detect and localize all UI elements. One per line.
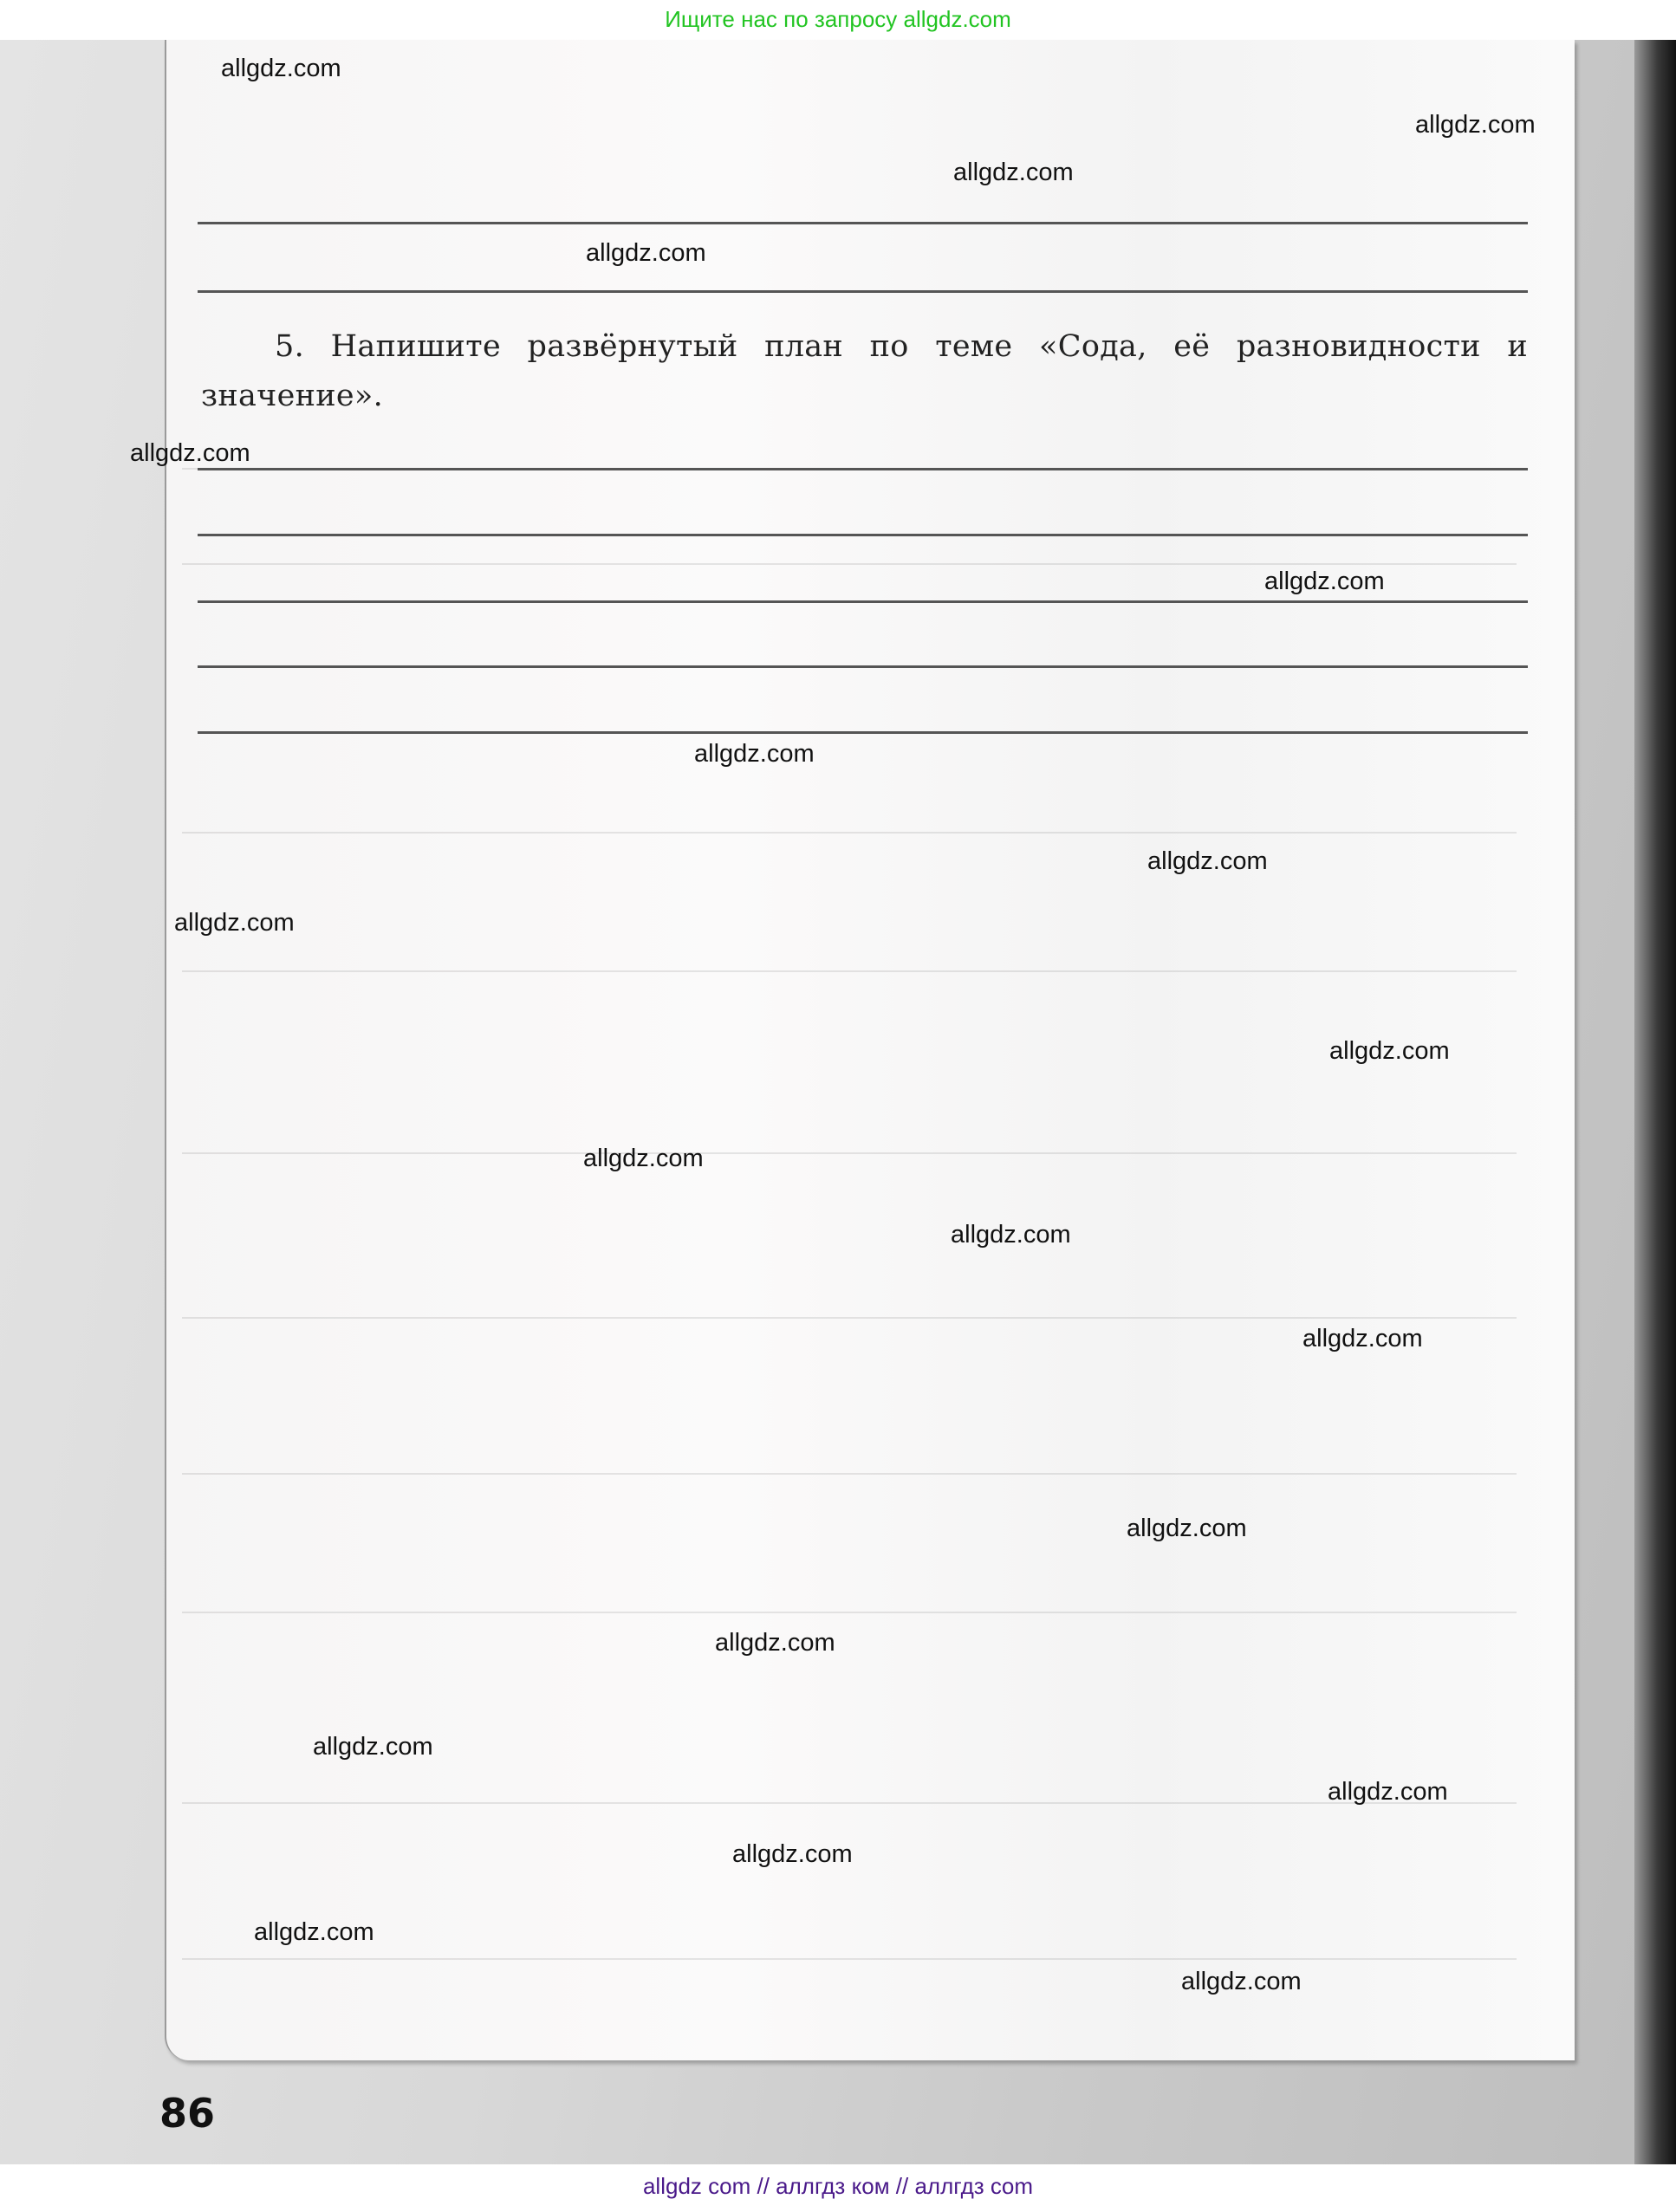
- bleed-through: [182, 1802, 1517, 1804]
- bottom-banner[interactable]: allgdz com // аллгдз ком // аллгдз com: [0, 2164, 1676, 2212]
- watermark: allgdz.com: [951, 1221, 1071, 1249]
- watermark: allgdz.com: [583, 1145, 704, 1172]
- watermark: allgdz.com: [694, 740, 815, 768]
- watermark: allgdz.com: [130, 439, 250, 467]
- watermark: allgdz.com: [1329, 1037, 1450, 1065]
- watermark: allgdz.com: [1147, 847, 1268, 875]
- watermark: allgdz.com: [313, 1733, 433, 1761]
- book-spine: [1634, 40, 1676, 2164]
- watermark: allgdz.com: [586, 239, 706, 267]
- watermark: allgdz.com: [1127, 1515, 1247, 1542]
- watermark: allgdz.com: [1328, 1778, 1448, 1806]
- watermark: allgdz.com: [715, 1629, 835, 1657]
- answer-line: [198, 290, 1528, 293]
- bleed-through: [182, 970, 1517, 972]
- bleed-through: [182, 1612, 1517, 1613]
- bleed-through: [182, 1152, 1517, 1154]
- answer-line[interactable]: [198, 665, 1528, 668]
- answer-line[interactable]: [198, 534, 1528, 536]
- watermark: allgdz.com: [732, 1840, 853, 1868]
- page-number: 86: [159, 2090, 216, 2137]
- watermark: allgdz.com: [174, 909, 295, 937]
- watermark: allgdz.com: [1302, 1325, 1423, 1352]
- watermark: allgdz.com: [1264, 568, 1385, 595]
- top-banner[interactable]: Ищите нас по запросу allgdz.com: [0, 0, 1676, 40]
- bleed-through: [182, 1317, 1517, 1319]
- bleed-through: [182, 1473, 1517, 1475]
- bleed-through: [182, 832, 1517, 834]
- bleed-through: [182, 563, 1517, 565]
- watermark: allgdz.com: [221, 55, 341, 82]
- answer-line[interactable]: [198, 600, 1528, 603]
- watermark: allgdz.com: [254, 1918, 374, 1946]
- answer-line: [198, 222, 1528, 224]
- answer-line[interactable]: [198, 468, 1528, 470]
- bleed-through: [182, 1958, 1517, 1960]
- watermark: allgdz.com: [953, 159, 1074, 186]
- watermark: allgdz.com: [1415, 111, 1536, 139]
- question-5: 5. Напишите развёрнутый план по теме «Сода, её разновидности и значение».: [201, 329, 1528, 413]
- answer-line[interactable]: [198, 731, 1528, 734]
- watermark: allgdz.com: [1181, 1968, 1302, 1995]
